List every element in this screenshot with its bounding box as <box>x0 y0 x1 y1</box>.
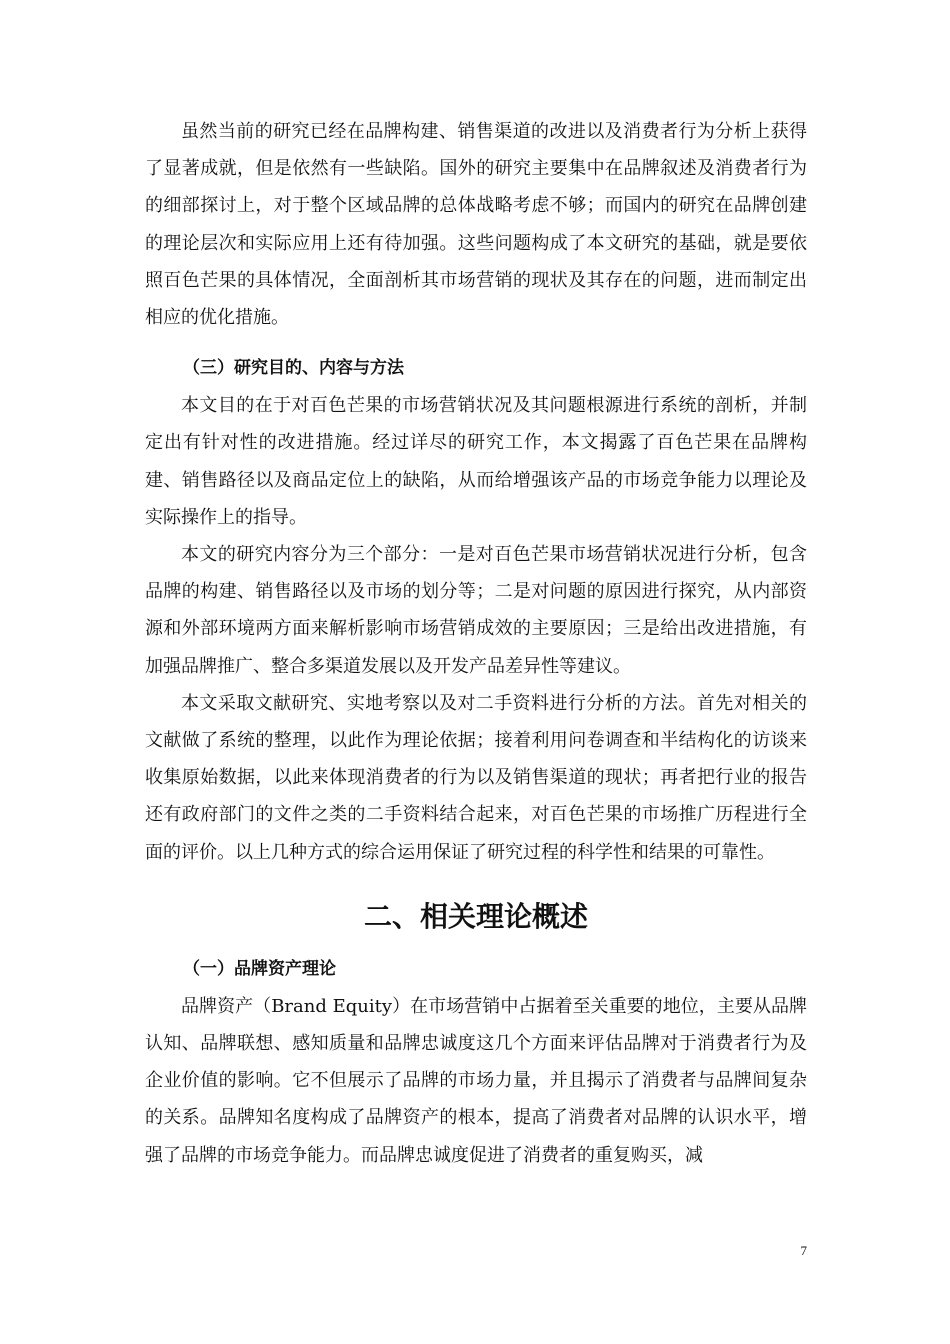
page-body <box>145 113 807 1174</box>
body-paragraph: 本文目的在于对百色芒果的市场营销状况及其问题根源进行系统的剖析，并制定出有针对性的改进措施。经过详尽的研究工作，本文揭露了百色芒果在品牌构建、销售路径以及商品定位上的缺陷，从而给增强该产品的市场竞争能力以理论及实际操作上的指导。 <box>145 395 807 528</box>
chapter-title: 二、相关理论概述 <box>363 899 588 933</box>
body-paragraph: 本文的研究内容分为三个部分：一是对百色芒果市场营销状况进行分析，包含品牌的构建、销售路径以及市场的划分等；二是对问题的原因进行探究，从内部资源和外部环境两方面来解析影响市场营销成效的主要原因；三是给出改进措施，有加强品牌推广、整合多渠道发展以及开发产品差异性等建议。 <box>145 544 807 677</box>
section-heading: （一）品牌资产理论 <box>183 958 336 979</box>
section-heading: （三）研究目的、内容与方法 <box>183 358 404 379</box>
page-number: 7 <box>800 1243 807 1258</box>
body-paragraph: 虽然当前的研究已经在品牌构建、销售渠道的改进以及消费者行为分析上获得了显著成就，但是依然有一些缺陷。国外的研究主要集中在品牌叙述及消费者行为的细部探讨上，对于整个区域品牌的总体战略考虑不够；而国内的研究在品牌创建的理论层次和实际应用上还有待加强。这些问题构成了本文研究的基础，就是要依照百色芒果的具体情况，全面剖析其市场营销的现状及其存在的问题，进而制定出相应的优化措施。 <box>145 121 807 329</box>
body-paragraph: 品牌资产（Brand Equity）在市场营销中占据着至关重要的地位，主要从品牌认知、品牌联想、感知质量和品牌忠诚度这几个方面来评估品牌对于消费者行为及企业价值的影响。它不但展示了品牌的市场力量，并且揭示了消费者与品牌间复杂的关系。品牌知名度构成了品牌资产的根本，提高了消费者对品牌的认识水平，增强了品牌的市场竞争能力。而品牌忠诚度促进了消费者的重复购买，减 <box>145 995 807 1166</box>
body-paragraph: 本文采取文献研究、实地考察以及对二手资料进行分析的方法。首先对相关的文献做了系统的整理，以此作为理论依据；接着利用问卷调查和半结构化的访谈来收集原始数据，以此来体现消费者的行为以及销售渠道的现状；再者把行业的报告还有政府部门的文件之类的二手资料结合起来，对百色芒果的市场推广历程进行全面的评价。以上几种方式的综合运用保证了研究过程的科学性和结果的可靠性。 <box>145 692 807 863</box>
